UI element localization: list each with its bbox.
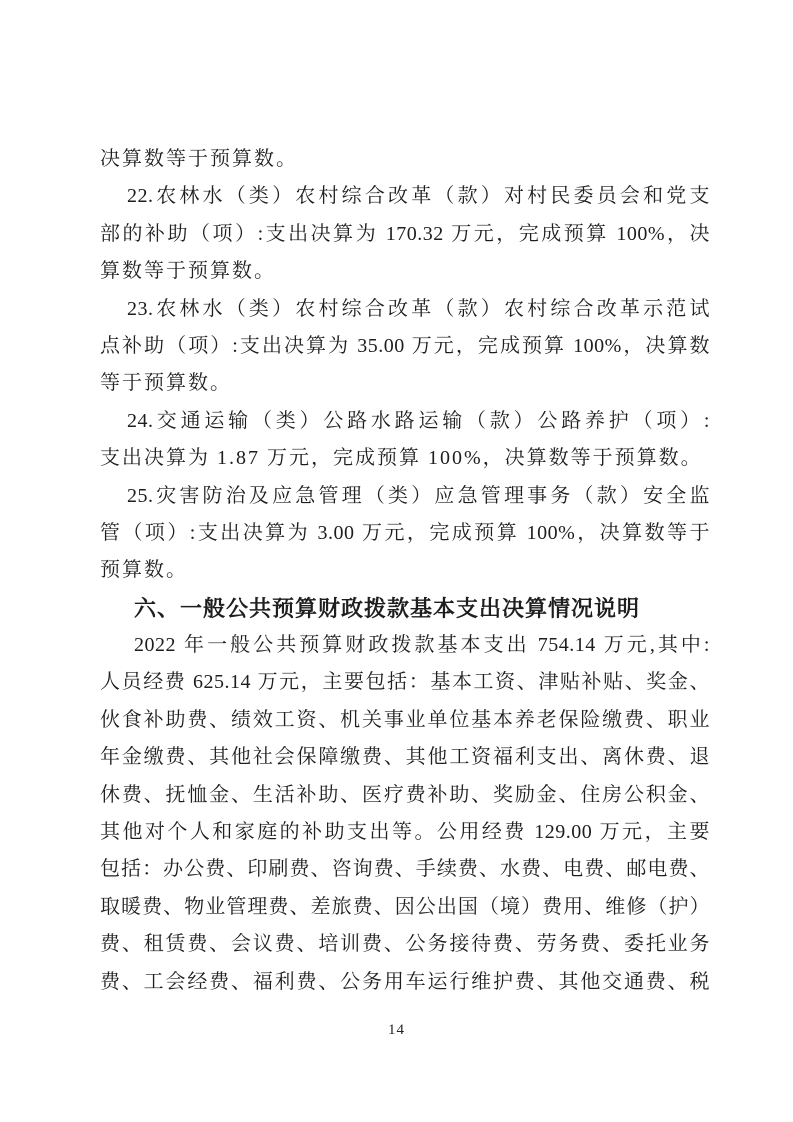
document-line: 取暖费、物业管理费、差旅费、因公出国（境）费用、维修（护） — [100, 895, 710, 918]
document-line: 人员经费 625.14 万元，主要包括：基本工资、津贴补贴、奖金、 — [100, 671, 710, 694]
document-line: 部的补助（项）:支出决算为 170.32 万元，完成预算 100%，决 — [100, 222, 710, 245]
document-line: 费、工会经费、福利费、公务用车运行维护费、其他交通费、税 — [100, 970, 710, 993]
page-number: 14 — [388, 1022, 405, 1038]
document-line: 等于预算数。 — [100, 372, 232, 395]
paragraph-item-24 — [100, 403, 710, 478]
document-line: 伙食补助费、绩效工资、机关事业单位基本养老保险缴费、职业 — [100, 708, 710, 731]
document-line: 点补助（项）:支出决算为 35.00 万元，完成预算 100%，决算数 — [100, 334, 710, 357]
paragraph-item-23 — [100, 291, 710, 403]
paragraph-item-22 — [100, 178, 710, 290]
document-line: 2022 年一般公共预算财政拨款基本支出 754.14 万元,其中: — [134, 634, 710, 657]
document-line: 22.农林水（类）农村综合改革（款）对村民委员会和党支 — [127, 185, 710, 208]
document-line: 费、租赁费、会议费、培训费、公务接待费、劳务费、委托业务 — [100, 933, 710, 956]
document-line: 23.农林水（类）农村综合改革（款）农村综合改革示范试 — [127, 297, 710, 320]
document-line: 年金缴费、其他社会保障缴费、其他工资福利支出、离休费、退 — [100, 746, 710, 769]
document-line: 支出决算为 1.87 万元，完成预算 100%，决算数等于预算数。 — [100, 447, 703, 470]
document-line: 预算数。 — [100, 559, 188, 582]
document-line: 决算数等于预算数。 — [100, 148, 298, 170]
document-line: 休费、抚恤金、生活补助、医疗费补助、奖励金、住房公积金、 — [100, 783, 710, 806]
document-line: 25.灾害防治及应急管理（类）应急管理事务（款）安全监 — [127, 484, 710, 507]
document-line: 算数等于预算数。 — [100, 260, 276, 283]
document-line: 其他对个人和家庭的补助支出等。公用经费 129.00 万元，主要 — [100, 821, 710, 844]
paragraph-section-six-body — [100, 627, 710, 1001]
document-line: 包括：办公费、印刷费、咨询费、手续费、水费、电费、邮电费、 — [100, 858, 710, 881]
paragraph-item-25 — [100, 478, 710, 590]
document-line: 管（项）:支出决算为 3.00 万元，完成预算 100%，决算数等于 — [100, 521, 710, 544]
document-line: 24.交通运输（类）公路水路运输（款）公路养护（项）: — [127, 409, 710, 432]
document-body — [100, 141, 710, 1001]
section-heading: 六、一般公共预算财政拨款基本支出决算情况说明 — [134, 595, 641, 621]
paragraph-continuation — [100, 141, 710, 178]
